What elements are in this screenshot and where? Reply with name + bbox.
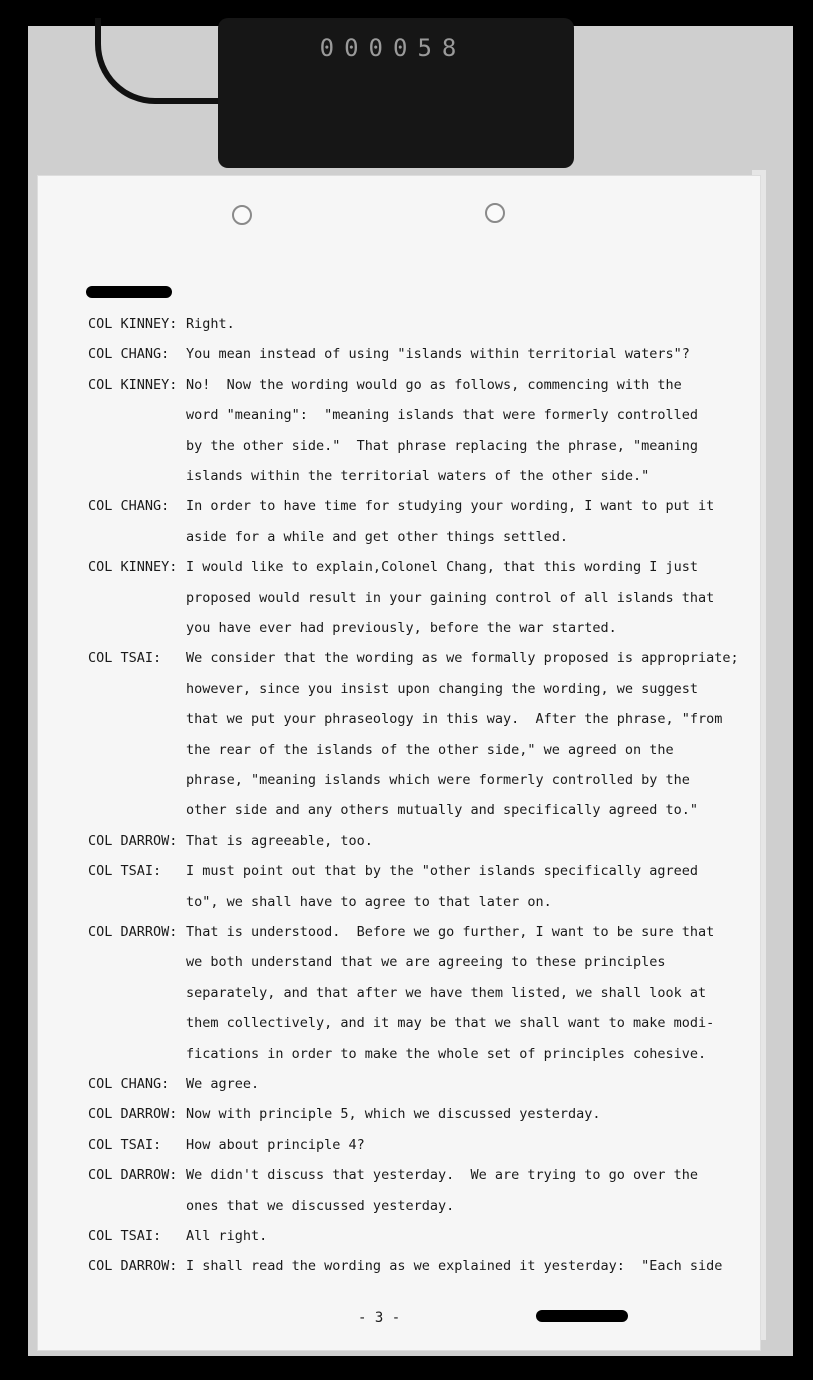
dialogue-line: other side and any others mutually and specifically agreed to." xyxy=(186,802,699,819)
dialogue-line: That is agreeable, too. xyxy=(186,832,373,849)
redaction-mark-bottom xyxy=(536,1310,628,1322)
dialogue-line: the rear of the islands of the other side," we agreed on the xyxy=(186,741,674,758)
speaker-label: COL DARROW: xyxy=(88,1106,178,1123)
dialogue-line: separately, and that after we have them listed, we shall look at xyxy=(186,984,707,1001)
speaker-label: COL CHANG: xyxy=(88,1076,170,1092)
dialogue-line: I must point out that by the "other islands specifically agreed xyxy=(186,863,699,880)
dialogue-line: aside for a while and get other things settled. xyxy=(186,528,569,545)
punch-hole-left xyxy=(232,205,252,225)
speaker-label: COL TSAI: xyxy=(88,863,162,880)
punch-hole-right xyxy=(485,203,505,223)
dialogue-line: word "meaning": "meaning islands that were formerly controlled xyxy=(186,407,699,424)
speaker-label: COL DARROW: xyxy=(88,1167,178,1184)
speaker-label: COL TSAI: xyxy=(88,1136,162,1153)
dialogue-line: that we put your phraseology in this way. After the phrase, "from xyxy=(186,711,723,728)
dialogue-line: I shall read the wording as we explained it yesterday: "Each side xyxy=(186,1258,723,1275)
counter-digits: 000058 xyxy=(319,34,467,62)
dialogue-line: I would like to explain,Colonel Chang, that this wording I just xyxy=(186,559,699,576)
dialogue-line: In order to have time for studying your wording, I want to put it xyxy=(186,498,715,515)
speaker-label: COL KINNEY: xyxy=(88,559,178,576)
speaker-label: COL TSAI: xyxy=(88,1228,162,1244)
dialogue-line: That is understood. Before we go further, I want to be sure that xyxy=(186,924,715,940)
dialogue-line: No! Now the wording would go as follows, commencing with the xyxy=(186,376,682,393)
dialogue-line: Right. xyxy=(186,316,235,332)
dialogue-line: phrase, "meaning islands which were formerly controlled by the xyxy=(186,772,690,788)
dialogue-line: them collectively, and it may be that we shall want to make modi- xyxy=(186,1015,715,1032)
speaker-label: COL TSAI: xyxy=(88,650,162,667)
dialogue-line: How about principle 4? xyxy=(186,1136,365,1153)
dialogue-line: proposed would result in your gaining control of all islands that xyxy=(186,589,715,606)
dialogue-line: We didn't discuss that yesterday. We are trying to go over the xyxy=(186,1167,699,1184)
dialogue-line: All right. xyxy=(186,1228,268,1244)
dialogue-line: islands within the territorial waters of the other side." xyxy=(186,468,650,484)
dialogue-line: Now with principle 5, which we discussed yesterday. xyxy=(186,1106,601,1123)
speaker-label: COL DARROW: xyxy=(88,924,178,940)
dialogue-line: we both understand that we are agreeing to these principles xyxy=(186,954,666,971)
speaker-label: COL KINNEY: xyxy=(88,316,178,332)
speaker-label: COL KINNEY: xyxy=(88,376,178,393)
page-number: - 3 - xyxy=(358,1310,401,1326)
dialogue-line: You mean instead of using "islands within territorial waters"? xyxy=(186,346,690,363)
dialogue-line: We agree. xyxy=(186,1076,260,1092)
speaker-label: COL DARROW: xyxy=(88,1258,178,1275)
redaction-mark-top xyxy=(86,286,172,298)
dialogue-line: We consider that the wording as we formally proposed is appropriate; xyxy=(186,650,739,667)
dialogue-line: by the other side." That phrase replacing the phrase, "meaning xyxy=(186,437,699,454)
dialogue-line: ones that we discussed yesterday. xyxy=(186,1197,455,1214)
dialogue-line: you have ever had previously, before the war started. xyxy=(186,620,617,636)
speaker-label: COL CHANG: xyxy=(88,346,170,363)
speaker-label: COL CHANG: xyxy=(88,498,170,515)
dialogue-line: to", we shall have to agree to that later on. xyxy=(186,893,552,910)
speaker-label: COL DARROW: xyxy=(88,832,178,849)
frame-counter xyxy=(218,18,574,168)
dialogue-line: fications in order to make the whole set of principles cohesive. xyxy=(186,1045,707,1062)
dialogue-line: however, since you insist upon changing the wording, we suggest xyxy=(186,680,699,697)
